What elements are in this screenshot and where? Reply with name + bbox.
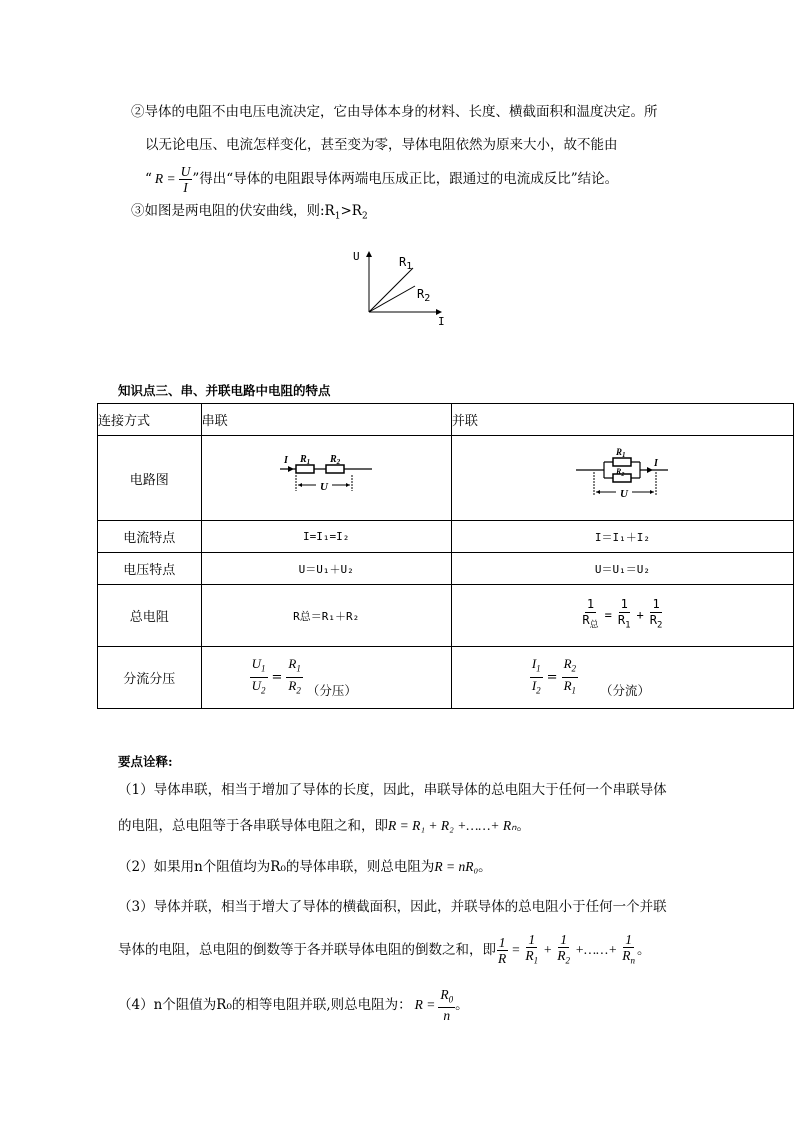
table-row-voltage [98,553,794,585]
quote-open: “ [145,171,152,187]
iv-graph [345,240,455,332]
note4: （4）n个阻值为R₀的相等电阻并联,则总电阻为： R = $\frac{R_0}{n}$ 。 [118,986,469,1024]
para1-line1: ②导体的电阻不由电压电流决定，它由导体本身的材料、长度、横截面积和温度决定。所 [131,104,658,120]
table-header-cell: 连接方式 [98,404,202,436]
r1-label: $R_1$ [399,255,413,272]
row-label: 电路图 [98,436,202,521]
section-title: 知识点三、串、并联电路中电阻的特点 [118,383,331,398]
row-label: 电流特点 [98,521,202,553]
series-circuit-cell [201,436,451,521]
svg-text:I: I [654,458,659,469]
resistance-table [97,403,794,709]
series-circuit-diagram [276,451,376,501]
series-total: R总＝R₁＋R₂ [201,585,451,647]
table-header-row [98,404,794,436]
table-row-current [98,521,794,553]
parallel-current: I＝I₁＋I₂ [451,521,793,553]
table-row-circuit [98,436,794,521]
svg-text:R1: $R_1$ [300,454,311,466]
note3-line1: （3）导体并联，相当于增大了导体的横截面积，因此，并联导体的总电阻小于任何一个并联 [118,899,667,915]
series-voltage: U＝U₁＋U₂ [201,553,451,585]
line4-sub1: 1 [334,211,341,222]
notes-title: 要点诠释: [118,754,173,769]
svg-text:R2: $R_2$ [330,454,341,466]
line-r2 [369,286,415,312]
formula-numerator: U [180,163,191,179]
row-label: 电压特点 [98,553,202,585]
svg-text:I: I [284,455,289,466]
parallel-divide: $\frac{I_1}{I_2}$ = $\frac{R_2}{R_1}$ （分流） [451,647,793,709]
parallel-voltage: U＝U₁＝U₂ [451,553,793,585]
series-divide: $\frac{U_1}{U_2}$ = $\frac{R_1}{R_2}$ （分压） [201,647,451,709]
para1-line2: 以无论电压、电流怎样变化，甚至变为零，导体电阻依然为原来大小，故不能由 [145,137,618,153]
line-r1 [369,268,413,312]
parallel-circuit-diagram [572,446,672,506]
note1-line2: 的电阻，总电阻等于各串联导体电阻之和，即R = R₁ + R₂ +……+ Rₙ。 [118,818,530,834]
note2: （2）如果用n个阻值均为R₀的导体串联，则总电阻为R = nR₀。 [118,859,492,875]
svg-text:R2: $R_2$ [616,467,625,478]
line4-pre: ③如图是两电阻的伏安曲线，则:R [131,203,335,219]
row-label: 总电阻 [98,585,202,647]
table-row-divide [98,647,794,709]
parallel-total: $\frac{1}{R_总}$ = $\frac{1}{R_1}$ + $\frac{1}{R_2}$ [451,585,793,647]
row-label: 分流分压 [98,647,202,709]
r2-label: $R_2$ [417,287,431,304]
y-axis-label: U [353,250,360,263]
parallel-circuit-cell [451,436,793,521]
note1-line1: （1）导体串联，相当于增加了导体的长度，因此，串联导体的总电阻大于任何一个串联导体 [118,782,667,798]
line4-sub2: 2 [361,211,368,222]
formula-denominator: I [183,179,188,195]
table-row-total [98,585,794,647]
line4-mid: >R [340,203,362,219]
svg-text:U: U [320,481,329,493]
para1-line3 [145,162,618,196]
note3-line2: 导体的电阻，总电阻的倒数等于各并联导体电阻的倒数之和，即 $\frac{1}{R}$ = $\frac{1}{R_1}$ + $\frac{1}{R_2}$ +……+ $\frac{1}{R_n}$ 。 [118,931,651,966]
formula-fraction [179,164,193,195]
x-axis-label: I [438,315,445,328]
table-header-cell: 并联 [451,404,793,436]
formula-r: R = [154,171,176,186]
para1-line4 [131,202,368,226]
line3-text: ”得出“导体的电阻跟导体两端电压成正比，跟通过的电流成反比”结论。 [192,171,619,187]
svg-text:U: U [620,488,629,500]
table-header-cell: 串联 [201,404,451,436]
svg-text:R1: $R_1$ [616,447,626,459]
series-current: I=I₁=I₂ [201,521,451,553]
